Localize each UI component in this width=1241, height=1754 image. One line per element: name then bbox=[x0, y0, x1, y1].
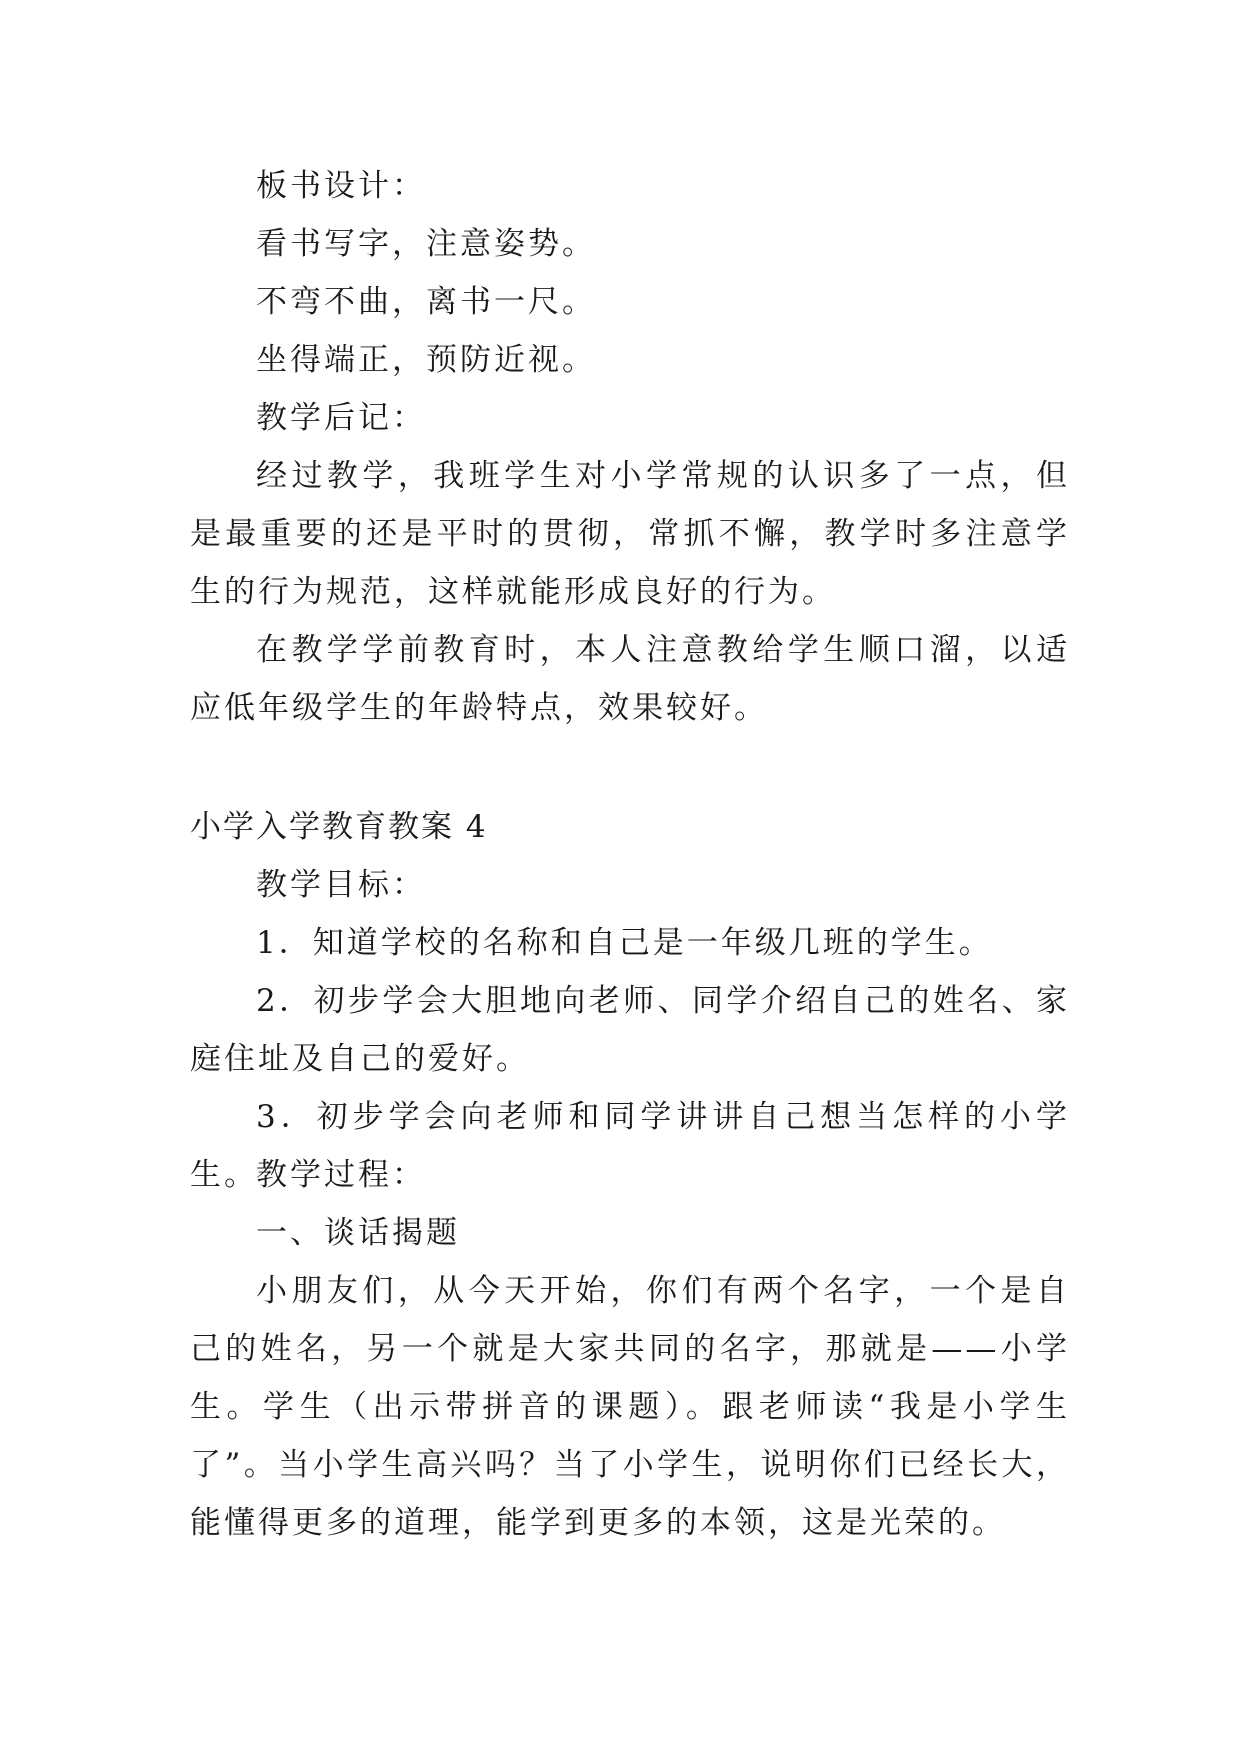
step-1-paragraph: 小朋友们，从今天开始，你们有两个名字，一个是自己的姓名，另一个就是大家共同的名字，那就是——小学生。学生（出示带拼音的课题）。跟老师读“我是小学生了”。当小学生高兴吗？当了小学生，说明你们已经长大，能懂得更多的道理，能学到更多的本领，这是光荣的。 bbox=[190, 1273, 1070, 1541]
goal-item-2: 2．初步学会大胆地向老师、同学介绍自己的姓名、家庭住址及自己的爱好。 bbox=[190, 983, 1070, 1077]
board-line-2: 不弯不曲，离书一尺。 bbox=[256, 284, 596, 320]
teaching-process-label: 教学过程： bbox=[256, 1157, 426, 1193]
teaching-goals-label: 教学目标： bbox=[256, 867, 426, 903]
board-line-1: 看书写字，注意姿势。 bbox=[256, 226, 596, 262]
teaching-notes-paragraph-1: 经过教学，我班学生对小学常规的认识多了一点，但是最重要的还是平时的贯彻，常抓不懈，教学时多注意学生的行为规范，这样就能形成良好的行为。 bbox=[190, 458, 1070, 610]
step-1-heading: 一、谈话揭题 bbox=[256, 1215, 460, 1251]
board-design-label: 板书设计： bbox=[256, 168, 426, 204]
goal-item-1: 1．知道学校的名称和自己是一年级几班的学生。 bbox=[256, 925, 993, 961]
board-line-3: 坐得端正，预防近视。 bbox=[256, 342, 596, 378]
lesson-title: 小学入学教育教案 4 bbox=[190, 809, 488, 845]
goal-item-3: 3．初步学会向老师和同学讲讲自己想当怎样的小学生。 bbox=[190, 1099, 1070, 1193]
teaching-notes-paragraph-2: 在教学学前教育时，本人注意教给学生顺口溜，以适应低年级学生的年龄特点，效果较好。 bbox=[190, 632, 1070, 726]
teaching-notes-label: 教学后记： bbox=[256, 400, 426, 436]
